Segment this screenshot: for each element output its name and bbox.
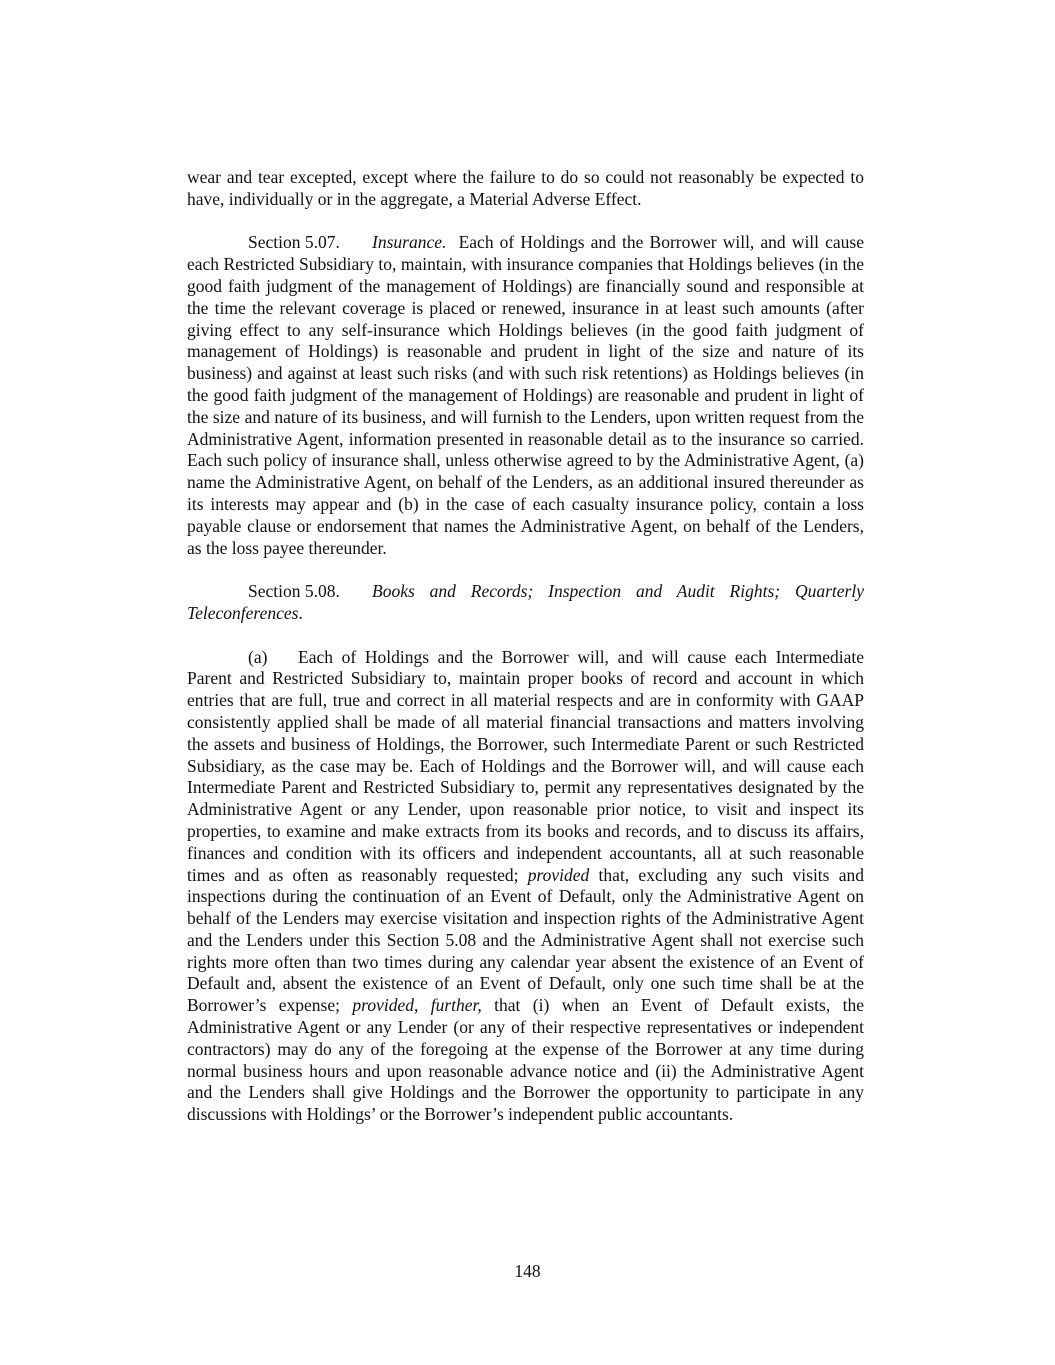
clause-a-label: (a) [248,646,268,667]
clause-a-text-1: Each of Holdings and the Borrower will, and will cause each Intermediate Parent and Restricted Subsidiary to, maintain proper books of record and account in which entries that are full, true and correct in all material respects and are in conformity with GAAP consistently applied shall be made of all material financial transactions and matters involving the assets and business of Holdings, the Borrower, such Intermediate Parent or such Restricted Subsidiary, as the case may be. Each of Holdings and the Borrower will, and will cause each Intermediate Parent and Restricted Subsidiary to, permit any representatives designated by the Administrative Agent or any Lender, upon reasonable prior notice, to visit and inspect its properties, to examine and make extracts from its books and records, and to discuss its affairs, finances and condition with its officers and independent accountants, all at such reasonable times and as often as reasonably requested; [187,646,864,885]
page-number: 148 [514,1261,541,1281]
section-5-08-title: Books and Records; Inspection and Audit Rights; Quarterly Teleconferences [187,581,864,623]
section-5-07-paragraph [187,232,864,559]
document-body [187,167,864,1126]
continuation-paragraph: wear and tear excepted, except where the failure to do so could not reasonably be expected to have, individually or in the aggregate, a Material Adverse Effect. [187,167,864,209]
section-5-08-number: Section 5.08. [248,581,340,602]
section-5-08-title-end: . [298,602,303,623]
clause-a-text-3: that (i) when an Event of Default exists, the Administrative Agent or any Lender (or any of their respective representatives or independent contractors) may do any of the foregoing at the expense of the Borrower at any time during normal business hours and upon reasonable advance notice and (ii) the Administrative Agent and the Lenders shall give Holdings and the Borrower the opportunity to participate in any discussions with Holdings’ or the Borrower’s independent public accountants. [187,995,865,1125]
clause-a-provided: provided [527,864,590,885]
section-5-07-body: Each of Holdings and the Borrower will, and will cause each Restricted Subsidiary to, maintain, with insurance companies that Holdings believes (in the good faith judgment of the management of Holdings) are financially sound and responsible at the time the relevant coverage is placed or renewed, insurance in at least such amounts (after giving effect to any self-insurance which Holdings believes (in the good faith judgment of management of Holdings) is reasonable and prudent in light of the size and nature of its business) and against at least such risks (and with such risk retentions) as Holdings believes (in the good faith judgment of the management of Holdings) are reasonable and prudent in light of the size and nature of its business, and will furnish to the Lenders, upon written request from the Administrative Agent, information presented in reasonable detail as to the insurance so carried. Each such policy of insurance shall, unless otherwise agreed to by the Administrative Agent, (a) name the Administrative Agent, on behalf of the Lenders, as an additional insured thereunder as its interests may appear and (b) in the case of each casualty insurance policy, contain a loss payable clause or endorsement that names the Administrative Agent, on behalf of the Lenders, as the loss payee thereunder. [187,232,865,558]
clause-a-paragraph [187,647,864,1127]
clause-a-text-2: that, excluding any such visits and inspections during the continuation of an Event of Default, only the Administrative Agent on behalf of the Lenders may exercise visitation and inspection rights of the Administrative Agent and the Lenders under this Section 5.08 and the Administrative Agent shall not exercise such rights more often than two times during any calendar year absent the existence of an Event of Default and, absent the existence of an Event of Default, only one such time shall be at the Borrower’s expense; [187,864,864,1016]
section-5-07-title: Insurance. [372,232,447,253]
clause-a-provided-further: provided, further, [352,995,482,1016]
section-5-08-heading [187,581,864,625]
section-5-07-number: Section 5.07. [248,232,340,253]
